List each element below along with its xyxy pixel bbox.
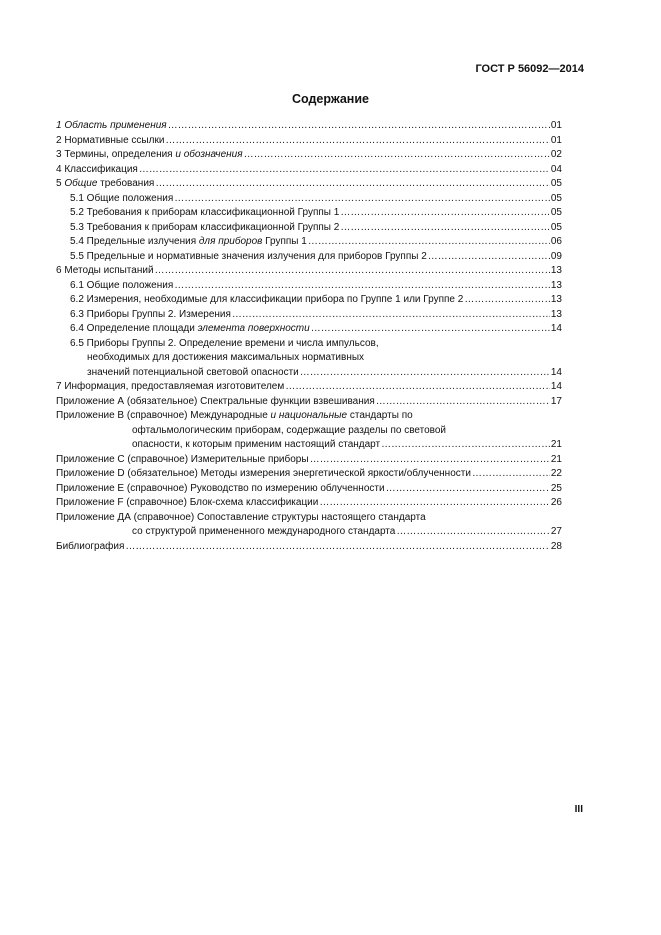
toc-entry-title xyxy=(70,322,310,337)
toc-page-number: 14 xyxy=(550,381,562,392)
page-title: Содержание xyxy=(291,92,369,106)
toc-entry-title xyxy=(56,453,309,468)
toc-page-number: 14 xyxy=(550,323,562,334)
dot-leader xyxy=(300,366,550,381)
toc-entry-text: Приложение F (справочное) Блок-схема классификации xyxy=(56,497,319,508)
toc-page-number: 25 xyxy=(550,482,562,494)
toc-page-number: 13 xyxy=(550,294,562,305)
dot-leader xyxy=(376,395,550,410)
toc-entry[interactable] xyxy=(56,467,562,482)
toc-entry[interactable] xyxy=(56,177,562,192)
toc-page-number: 01 xyxy=(550,120,562,131)
toc-page-number: 21 xyxy=(550,453,562,465)
dot-leader xyxy=(311,322,550,337)
dot-leader xyxy=(125,540,549,555)
toc-entry-text: Приложение А (обязательное) Спектральные функции взвешивания xyxy=(56,395,375,407)
toc-entry-text: Общие xyxy=(64,178,98,189)
toc-entry-title xyxy=(70,206,339,221)
toc-entry[interactable] xyxy=(56,221,562,236)
toc-entry-title xyxy=(56,540,124,555)
toc-entry[interactable] xyxy=(56,192,562,207)
toc-entry-text: стандарты по xyxy=(347,410,413,421)
toc-entry-text: 5.2 Требования к приборам классификационной Группы 1 xyxy=(70,207,340,218)
toc-entry[interactable] xyxy=(56,496,562,511)
dot-leader xyxy=(168,119,550,134)
toc-page-number: 06 xyxy=(550,236,562,247)
toc-entry-title xyxy=(132,438,380,453)
dot-leader xyxy=(244,148,550,163)
toc-page-number: 27 xyxy=(550,526,562,537)
dot-leader xyxy=(232,308,550,323)
toc-page-number: 17 xyxy=(550,395,562,407)
toc-entry-title xyxy=(56,148,243,163)
toc-entry[interactable] xyxy=(56,279,562,294)
toc-page-number: 01 xyxy=(550,134,562,146)
toc-entry-line: 6.5 Приборы Группы 2. Определение времени и числа импульсов, xyxy=(70,337,379,349)
dot-leader xyxy=(386,482,550,497)
toc-entry-line xyxy=(56,511,562,526)
toc-entry-text: Приложение С (справочное) Измерительные приборы xyxy=(56,453,309,465)
toc-entry[interactable] xyxy=(56,380,562,395)
toc-page-number: 28 xyxy=(550,540,562,552)
toc-entry-text: Группы 1 xyxy=(262,236,307,247)
dot-leader xyxy=(285,380,550,395)
dot-leader xyxy=(319,496,550,511)
toc-entry-text: со структурой примененного международного стандарта xyxy=(132,526,396,537)
toc-entry-text: 5 xyxy=(56,178,65,189)
dot-leader xyxy=(165,134,549,149)
toc-page-number: 05 xyxy=(550,221,562,233)
toc-entry[interactable] xyxy=(56,119,562,134)
toc-entry[interactable] xyxy=(56,525,562,540)
toc-entry-title xyxy=(56,496,318,511)
toc-entry-text: и национальные xyxy=(270,410,348,421)
toc-entry-text: 6 Методы испытаний xyxy=(56,265,154,276)
toc-entry[interactable] xyxy=(56,540,562,555)
toc-entry-title xyxy=(56,134,164,149)
dot-leader xyxy=(340,221,550,236)
toc-entry[interactable] xyxy=(56,206,562,221)
toc-entry[interactable] xyxy=(56,366,562,381)
dot-leader xyxy=(155,177,550,192)
dot-leader xyxy=(381,438,550,453)
standard-code: ГОСТ Р 56092—2014 xyxy=(475,63,584,75)
toc-entry-title xyxy=(56,177,154,192)
toc-entry-title xyxy=(70,250,427,265)
toc-entry[interactable] xyxy=(56,438,562,453)
toc-page-number: 02 xyxy=(550,149,562,160)
toc-page-number: 22 xyxy=(550,468,562,479)
toc-entry-text: Приложение В (справочное) Международные xyxy=(56,410,271,421)
dot-leader xyxy=(308,235,550,250)
table-of-contents xyxy=(56,119,562,554)
dot-leader xyxy=(139,163,550,178)
dot-leader xyxy=(464,293,550,308)
toc-entry-title xyxy=(56,395,375,410)
toc-page-number: 14 xyxy=(550,366,562,378)
toc-entry-line xyxy=(56,409,562,424)
toc-entry-text: и обозначения xyxy=(175,149,243,160)
toc-entry-text: 6.3 Приборы Группы 2. Измерения xyxy=(70,308,231,320)
toc-entry-title xyxy=(56,264,154,279)
toc-entry-title xyxy=(70,308,231,323)
toc-entry[interactable] xyxy=(56,482,562,497)
toc-entry-line: необходимых для достижения максимальных нормативных xyxy=(87,352,365,363)
toc-page-number: 13 xyxy=(550,308,562,320)
dot-leader xyxy=(310,453,550,468)
toc-page-number: 13 xyxy=(550,279,562,291)
toc-page-number: 04 xyxy=(550,163,562,175)
dot-leader xyxy=(340,206,550,221)
toc-entry-text: 6.1 Общие положения xyxy=(70,279,174,291)
toc-entry-text: 2 Нормативные ссылки xyxy=(56,134,165,146)
toc-page-number: 05 xyxy=(550,178,562,189)
toc-page-number: 21 xyxy=(550,439,562,450)
toc-entry-text: 1 Область применения xyxy=(56,120,167,131)
dot-leader xyxy=(155,264,550,279)
toc-page-number: 05 xyxy=(550,207,562,218)
toc-entry-line: офтальмологическим приборам, содержащие разделы по световой xyxy=(132,424,447,436)
toc-entry-text: 4 Классификация xyxy=(56,163,138,175)
dot-leader xyxy=(174,192,550,207)
toc-entry-title xyxy=(70,192,173,207)
toc-entry-text: Библиография xyxy=(56,540,125,552)
toc-entry[interactable] xyxy=(56,235,562,250)
page-number: III xyxy=(574,804,583,815)
toc-entry-title xyxy=(56,163,138,178)
toc-entry[interactable] xyxy=(56,264,562,279)
toc-page-number: 13 xyxy=(550,265,562,276)
toc-entry-title xyxy=(70,221,339,236)
toc-entry-title xyxy=(56,119,167,134)
dot-leader xyxy=(472,467,550,482)
toc-entry[interactable] xyxy=(56,250,562,265)
toc-entry-text: Приложение D (обязательное) Методы измерения энергетической яркости/облученности xyxy=(56,468,471,479)
toc-entry[interactable] xyxy=(56,134,562,149)
toc-entry-title xyxy=(56,380,284,395)
toc-entry-title xyxy=(70,293,463,308)
toc-entry-title xyxy=(70,279,173,294)
toc-entry-text: 5.1 Общие положения xyxy=(70,192,174,204)
toc-entry[interactable] xyxy=(56,395,562,410)
toc-entry-text: 6.4 Определение площади xyxy=(70,323,198,334)
toc-entry-text: значений потенциальной световой опасности xyxy=(87,366,299,378)
dot-leader xyxy=(428,250,550,265)
toc-entry-text: 3 Термины, определения xyxy=(56,149,176,160)
toc-entry-text: 5.5 Предельные и нормативные значения излучения для приборов Группы 2 xyxy=(70,250,427,262)
toc-entry-text: 6.2 Измерения, необходимые для классификации прибора по Группе 1 или Группе 2 xyxy=(70,294,464,305)
toc-entry[interactable] xyxy=(56,293,562,308)
toc-entry-text: для приборов xyxy=(198,236,263,247)
toc-entry[interactable] xyxy=(56,148,562,163)
toc-entry-text: опасности, к которым применим настоящий стандарт xyxy=(132,439,381,450)
toc-entry-text: Приложение ДА (справочное) Сопоставление структуры настоящего стандарта xyxy=(56,511,426,523)
toc-entry-title xyxy=(87,366,299,381)
toc-entry[interactable] xyxy=(56,322,562,337)
toc-entry-text: элемента поверхности xyxy=(197,323,310,334)
toc-entry-title xyxy=(70,235,307,250)
toc-entry-text: 5.4 Предельные излучения xyxy=(70,236,199,247)
toc-entry-title xyxy=(56,482,385,497)
toc-entry[interactable] xyxy=(56,308,562,323)
toc-entry-text: Приложение Е (справочное) Руководство по измерению облученности xyxy=(56,482,385,494)
toc-page-number: 26 xyxy=(550,497,562,508)
toc-page-number: 05 xyxy=(550,192,562,204)
toc-entry[interactable] xyxy=(56,163,562,178)
toc-entry-text: 5.3 Требования к приборам классификационной Группы 2 xyxy=(70,221,340,233)
toc-entry-text: 7 Информация, предоставляемая изготовителем xyxy=(56,381,285,392)
dot-leader xyxy=(174,279,550,294)
toc-entry-title xyxy=(56,467,471,482)
dot-leader xyxy=(396,525,550,540)
toc-page-number: 09 xyxy=(550,250,562,262)
toc-entry[interactable] xyxy=(56,453,562,468)
toc-entry-title xyxy=(132,525,395,540)
toc-entry-text: требования xyxy=(97,178,155,189)
